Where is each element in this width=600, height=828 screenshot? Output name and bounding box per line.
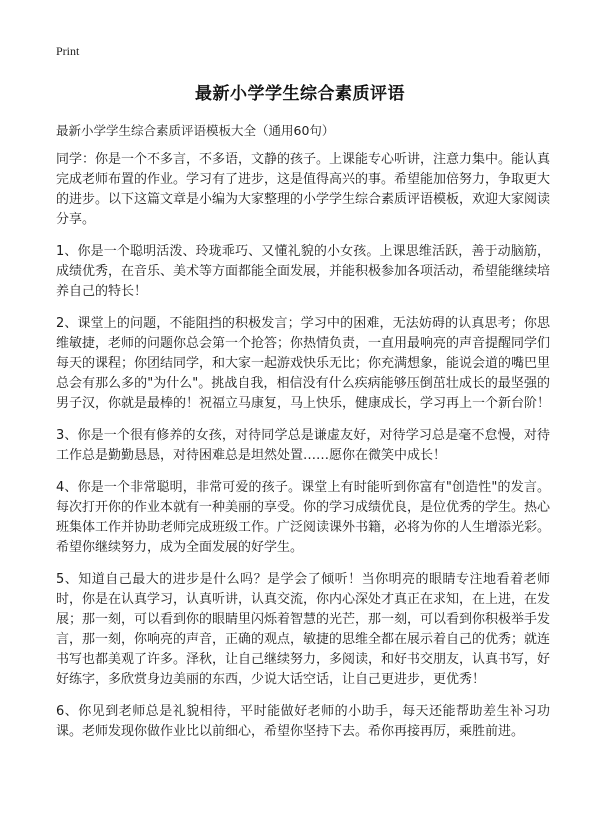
comment-paragraph-5: 5、知道自己最大的进步是什么吗？是学会了倾听！当你明亮的眼睛专注地看着老师时，你是在认真学习，认真听讲，认真交流，你内心深处才真正在求知，在上进，在发展；那一刻，可以看到你的眼睛里闪烁着智慧的光芒，那一刻，可以看到你积极举手发言，那一刻，你响亮的声音，正确的观点，敏捷的思维全都在展示着自己的优秀；就连书写也都美观了许多。泽秋，让自己继续努力，多阅读，和好书交朋友，认真书写，好好练字，多欣赏身边美丽的东西，少说大话空话，让自己更进步，更优秀！ [56, 572, 551, 687]
document-subtitle: 最新小学学生综合素质评语模板大全（通用60句） [56, 123, 335, 138]
intro-paragraph: 同学：你是一个不多言，不多语，文静的孩子。上课能专心听讲，注意力集中。能认真完成老师布置的作业。学习有了进步，这是值得高兴的事。希望能加倍努力，争取更大的进步。以下这篇文章是小编为大家整理的小学学生综合素质评语模板，欢迎大家阅读分享。 [56, 152, 551, 227]
page-title: 最新小学学生综合素质评语 [195, 84, 405, 104]
comment-paragraph-6: 6、你见到老师总是礼貌相待，平时能做好老师的小助手，每天还能帮助差生补习功课。老师发现你做作业比以前细心，希望你坚持下去。希你再接再厉，乘胜前进。 [56, 704, 550, 739]
comment-paragraph-3: 3、你是一个很有修养的女孩，对待同学总是谦虚友好，对待学习总是毫不怠慢，对待工作总是勤勤恳恳，对待困难总是坦然处置……愿你在微笑中成长！ [56, 428, 550, 463]
comment-paragraph-4: 4、你是一个非常聪明，非常可爱的孩子。课堂上有时能听到你富有"创造性"的发言。每次打开你的作业本就有一种美丽的享受。你的学习成绩优良，是位优秀的学生。热心班集体工作并协助老师完成班级工作。广泛阅读课外书籍，必将为你的人生增添光彩。希望你继续努力，成为全面发展的好学生。 [56, 480, 551, 555]
comment-paragraph-2: 2、课堂上的问题，不能阻挡的积极发言；学习中的困难，无法妨碍的认真思考；你思维敏捷，老师的问题你总会第一个抢答；你热情负责，一直用最响亮的声音提醒同学们每天的课程；你团结同学，和大家一起游戏快乐无比；你充满想象，能说会道的嘴巴里总会有那么多的"为什么"。挑战自我，相信没有什么疾病能够压倒茁壮成长的最坚强的男子汉，你就是最棒的！祝福立马康复，马上快乐，健康成长，学习再上一个新台阶！ [56, 316, 551, 411]
document-body [56, 150, 550, 754]
comment-paragraph-1: 1、你是一个聪明活泼、玲珑乖巧、又懂礼貌的小女孩。上课思维活跃，善于动脑筋，成绩优秀，在音乐、美术等方面都能全面发展，并能积极参加各项活动，希望能继续培养自己的特长！ [56, 244, 551, 299]
print-link[interactable]: Print [56, 44, 80, 58]
